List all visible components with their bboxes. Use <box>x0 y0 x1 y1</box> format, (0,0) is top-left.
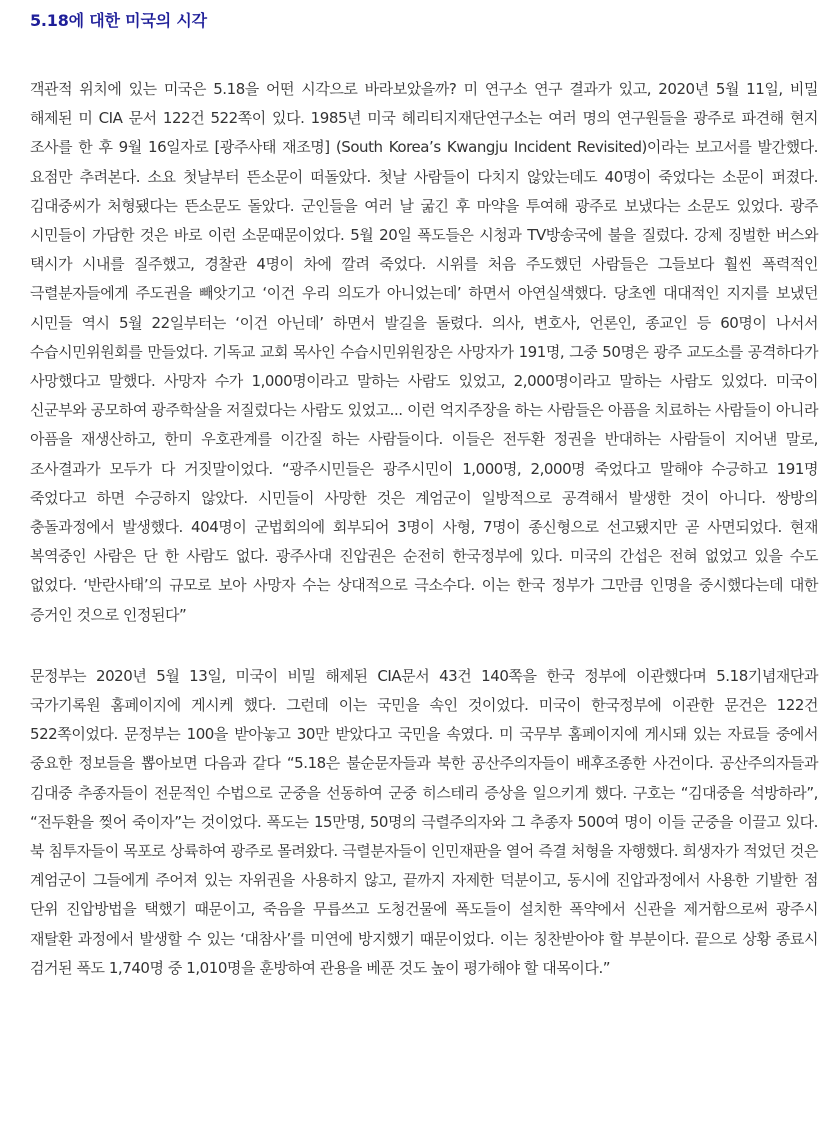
body-paragraph-1: 객관적 위치에 있는 미국은 5.18을 어떤 시각으로 바라보았을까? 미 연구소 연구 결과가 있고, 2020년 5월 11일, 비밀 해제된 미 CIA 문서 122건 522쪽이 있다. 1985년 미국 헤리티지재단연구소는 여러 명의 연구원들을 광주로 파견해 현지 조사를 한 후 9월 16일자로 [광주사태 재조명] (South Korea’s Kwangju Incident Revisited)이라는 보고서를 발간했다. 요점만 추려본다. 소요 첫날부터 뜬소문이 떠돌았다. 첫날 사람들이 다치지 않았는데도 40명이 죽었다는 소문이 퍼졌다. 김대중씨가 처형됐다는 뜬소문도 돌았다. 군인들을 여러 날 굶긴 후 마약을 투여해 광주로 보냈다는 소문도 있었다. 광주 시민들이 가담한 것은 바로 이런 소문때문이었다. 5월 20일 폭도들은 시청과 TV방송국에 불을 질렀다. 강제 징벌한 버스와 택시가 시내를 질주했고, 경찰관 4명이 차에 깔려 죽었다. 시위를 처음 주도했던 사람들은 그들보다 훨씬 폭력적인 극렬분자들에게 주도권을 빼앗기고 ‘이건 우리 의도가 아니었는데’ 하면서 아연실색했다. 당초엔 대대적인 지지를 보냈던 시민들 역시 5월 22일부터는 ‘이건 아닌데’ 하면서 발길을 돌렸다. 의사, 변호사, 언론인, 종교인 등 60명이 나서서 수습시민위원회를 만들었다. 기독교 교회 목사인 수습시민위원장은 사망자가 191명, 그중 50명은 광주 교도소를 공격하다가 사망했다고 말했다. 사망자 수가 1,000명이라고 말하는 사람도 있었고, 2,000명이라고 말하는 사람도 있었다. 미국이 신군부와 공모하여 광주학살을 저질렀다는 사람도 있었고... 이런 억지주장을 하는 사람들은 아픔을 치료하는 사람들이 아니라 아픔을 재생산하고, 한미 우호관계를 이간질 하는 사람들이다. 이들은 전두환 정권을 반대하는 사람들이 지어낸 말로, 조사결과가 모두가 다 거짓말이었다. “광주시민들은 광주시민이 1,000명, 2,000명 죽었다고 말해야 수긍하고 191명 죽었다고 하면 수긍하지 않았다. 시민들이 사망한 것은 계엄군이 일방적으로 공격해서 발생한 것이 아니다. 쌍방의 충돌과정에서 발생했다. 404명이 군법회의에 회부되어 3명이 사형, 7명이 종신형으로 선고됐지만 곧 사면되었다. 현재 복역중인 사람은 단 한 사람도 없다. 광주사대 진압권은 순전히 한국정부에 있다. 미국의 간섭은 전혀 없었고 있을 수도 없었다. ‘반란사태’의 규모로 보아 사망자 수는 상대적으로 극소수다. 이는 한국 정부가 그만큼 인명을 중시했다는데 대한 증거인 것으로 인정된다” <box>30 80 818 624</box>
body-paragraph-2: 문정부는 2020년 5월 13일, 미국이 비밀 해제된 CIA문서 43건 140쪽을 한국 정부에 이관했다며 5.18기념재단과 국가기록원 홈페이지에 게시케 했다. 그런데 이는 국민을 속인 것이었다. 미국이 한국정부에 이관한 문건은 122건 522쪽이었다. 문정부는 100을 받아놓고 30만 받았다고 국민을 속였다. 미 국무부 홈페이지에 게시돼 있는 자료들 중에서 중요한 정보들을 뽑아보면 다음과 같다 “5.18은 불순문자들과 북한 공산주의자들이 배후조종한 사건이다. 공산주의자들과 김대중 추종자들이 전문적인 수법으로 군중을 선동하여 군중 히스테리 증상을 일으키게 했다. 구호는 “김대중을 석방하라”, “전두환을 찢어 죽이자”는 것이었다. 폭도는 15만명, 50명의 극렬주의자와 그 추종자 500여 명이 이들 군중을 이끌고 있다. 북 침투자들이 목포로 상륙하여 광주로 몰려왔다. 극렬분자들이 인민재판을 열어 즉결 처형을 자행했다. 희생자가 적었던 것은 계엄군이 그들에게 주어져 있는 자위권을 사용하지 않고, 끝까지 자제한 덕분이고, 동시에 진압과정에서 사용한 기발한 점 단위 진압방법을 택했기 때문이고, 죽음을 무릅쓰고 도청건물에 폭도들이 설치한 폭약에서 신관을 제거함으로써 광주시 재탈환 과정에서 발생할 수 있는 ‘대참사’를 미연에 방지했기 때문이었다. 이는 칭찬받아야 할 부분이다. 끝으로 상황 종료시 검거된 폭도 1,740명 중 1,010명을 훈방하여 관용을 베푼 것도 높이 평가해야 할 대목이다.” <box>30 666 818 977</box>
document-title: 5.18에 대한 미국의 시각 <box>30 11 207 30</box>
